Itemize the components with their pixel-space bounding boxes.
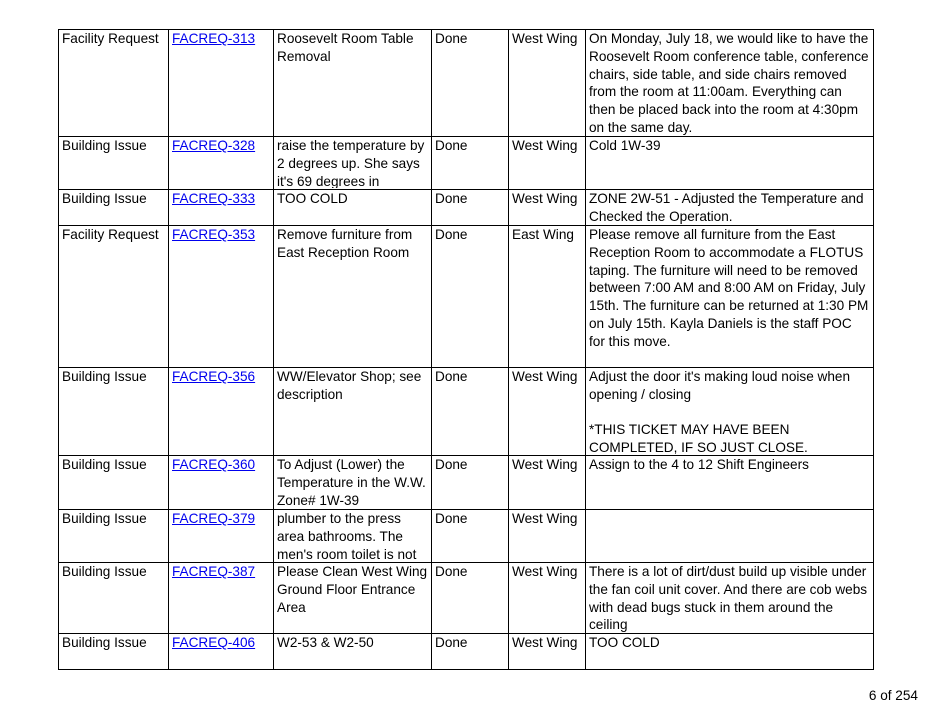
table-row [59, 563, 874, 634]
ticket-link[interactable]: FACREQ-333 [172, 191, 256, 206]
description-text: Please remove all furniture from the East Reception Room to accommodate a FLOTUS taping. The furniture will need to be removed between 7:00 AM and 8:00 AM on Friday, July 15th. The furniture can be returned at 1:30 PM on July 15th. Kayla Daniels is the staff POC for this move. [589, 227, 869, 349]
summary-text: WW/Elevator Shop; see description [277, 369, 422, 402]
location-cell [509, 226, 586, 368]
request-type-text: Building Issue [62, 138, 147, 153]
request-type-text: Building Issue [62, 564, 147, 579]
ticket-id-cell [169, 30, 274, 137]
ticket-table [58, 29, 874, 670]
summary-cell [274, 510, 432, 563]
summary-text: Remove furniture from East Reception Room [277, 227, 413, 260]
status-cell [432, 190, 509, 226]
description-text: *THIS TICKET MAY HAVE BEEN COMPLETED, IF SO JUST CLOSE. [589, 422, 808, 454]
ticket-link[interactable]: FACREQ-406 [172, 635, 256, 650]
ticket-id-cell [169, 634, 274, 670]
table-row [59, 456, 874, 510]
request-type-text: Building Issue [62, 457, 147, 472]
location-text: East Wing [512, 227, 574, 242]
description-text: Cold 1W-39 [589, 138, 661, 153]
status-cell [432, 368, 509, 456]
status-cell [432, 510, 509, 563]
summary-text: Roosevelt Room Table Removal [277, 31, 414, 64]
table-row [59, 226, 874, 368]
table-row [59, 30, 874, 137]
location-cell [509, 634, 586, 670]
description-text: On Monday, July 18, we would like to have the Roosevelt Room conference table, conference chairs, side table, and side chairs removed from the room at 11:00am. Everything can then be placed back into the room at 4:30pm on the same day. [589, 31, 869, 135]
location-text: West Wing [512, 31, 578, 46]
location-cell [509, 137, 586, 190]
request-type-cell [59, 190, 169, 226]
summary-cell [274, 226, 432, 368]
table-row [59, 510, 874, 563]
status-text: Done [435, 227, 468, 242]
ticket-id-cell [169, 226, 274, 368]
summary-text: W2-53 & W2-50 [277, 635, 374, 650]
summary-text: Please Clean West Wing Ground Floor Entrance Area [277, 564, 428, 615]
status-text: Done [435, 457, 468, 472]
location-cell [509, 190, 586, 226]
location-text: West Wing [512, 564, 578, 579]
location-cell [509, 510, 586, 563]
location-text: West Wing [512, 511, 578, 526]
table-row [59, 368, 874, 456]
request-type-cell [59, 634, 169, 670]
ticket-id-cell [169, 563, 274, 634]
description-cell [586, 456, 874, 510]
ticket-link[interactable]: FACREQ-313 [172, 31, 256, 46]
ticket-id-cell [169, 137, 274, 190]
ticket-table-body [59, 30, 874, 670]
description-text: Assign to the 4 to 12 Shift Engineers [589, 457, 809, 472]
status-cell [432, 634, 509, 670]
status-text: Done [435, 635, 468, 650]
description-cell [586, 510, 874, 563]
ticket-link[interactable]: FACREQ-356 [172, 369, 256, 384]
location-text: West Wing [512, 635, 578, 650]
location-text: West Wing [512, 369, 578, 384]
summary-text: raise the temperature by 2 degrees up. She says it's 69 degrees in [277, 138, 425, 188]
ticket-id-cell [169, 190, 274, 226]
description-gap [589, 404, 870, 422]
status-cell [432, 563, 509, 634]
page-number: 6 of 254 [868, 688, 918, 703]
ticket-link[interactable]: FACREQ-379 [172, 511, 256, 526]
description-text: TOO COLD [589, 635, 660, 650]
location-cell [509, 30, 586, 137]
request-type-text: Building Issue [62, 511, 147, 526]
request-type-cell [59, 563, 169, 634]
status-text: Done [435, 511, 468, 526]
request-type-cell [59, 137, 169, 190]
request-type-text: Facility Request [62, 227, 159, 242]
summary-text: To Adjust (Lower) the Temperature in the W.W. Zone# 1W-39 [277, 457, 426, 508]
description-cell [586, 563, 874, 634]
table-row [59, 137, 874, 190]
summary-cell [274, 368, 432, 456]
location-cell [509, 456, 586, 510]
summary-text: plumber to the press area bathrooms. The men's room toilet is not [277, 511, 417, 561]
status-text: Done [435, 31, 468, 46]
status-cell [432, 456, 509, 510]
table-row [59, 190, 874, 226]
description-cell [586, 634, 874, 670]
status-text: Done [435, 564, 468, 579]
status-cell [432, 137, 509, 190]
summary-cell [274, 30, 432, 137]
summary-text: TOO COLD [277, 191, 348, 206]
ticket-id-cell [169, 510, 274, 563]
request-type-cell [59, 456, 169, 510]
request-type-text: Building Issue [62, 635, 147, 650]
request-type-cell [59, 30, 169, 137]
ticket-link[interactable]: FACREQ-387 [172, 564, 256, 579]
request-type-text: Building Issue [62, 191, 147, 206]
ticket-link[interactable]: FACREQ-328 [172, 138, 256, 153]
location-cell [509, 563, 586, 634]
status-cell [432, 30, 509, 137]
status-text: Done [435, 138, 468, 153]
status-text: Done [435, 191, 468, 206]
table-row [59, 634, 874, 670]
location-text: West Wing [512, 191, 578, 206]
location-text: West Wing [512, 457, 578, 472]
description-text: ZONE 2W-51 - Adjusted the Temperature and Checked the Operation. [589, 191, 864, 224]
request-type-cell [59, 510, 169, 563]
request-type-cell [59, 226, 169, 368]
request-type-text: Facility Request [62, 31, 159, 46]
status-cell [432, 226, 509, 368]
location-text: West Wing [512, 138, 578, 153]
ticket-link[interactable]: FACREQ-360 [172, 457, 256, 472]
description-text: Adjust the door it's making loud noise when opening / closing [589, 369, 851, 402]
description-text: There is a lot of dirt/dust build up visible under the fan coil unit cover. And there are cob webs with dead bugs stuck in them around the ceiling [589, 564, 868, 632]
summary-cell [274, 456, 432, 510]
description-cell [586, 137, 874, 190]
description-gap [589, 510, 870, 528]
request-type-text: Building Issue [62, 369, 147, 384]
ticket-id-cell [169, 368, 274, 456]
description-cell [586, 226, 874, 368]
ticket-link[interactable]: FACREQ-353 [172, 227, 256, 242]
location-cell [509, 368, 586, 456]
description-cell [586, 368, 874, 456]
description-cell [586, 30, 874, 137]
summary-cell [274, 190, 432, 226]
request-type-cell [59, 368, 169, 456]
summary-cell [274, 634, 432, 670]
ticket-id-cell [169, 456, 274, 510]
status-text: Done [435, 369, 468, 384]
description-cell [586, 190, 874, 226]
summary-cell [274, 563, 432, 634]
summary-cell [274, 137, 432, 190]
